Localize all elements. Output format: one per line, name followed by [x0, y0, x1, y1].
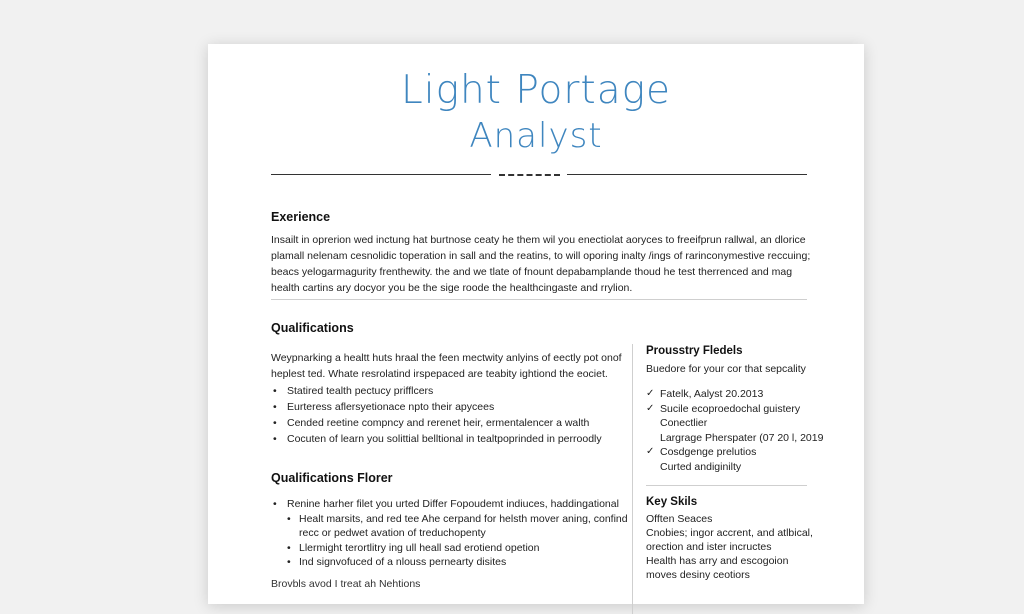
qualifications-florer-list — [271, 497, 628, 570]
qualifications-florer-cutoff: Brovbls avod I treat ah Nehtions — [271, 578, 421, 590]
list-item: Curted andiginilty — [660, 460, 742, 473]
resume-title: Light Portage — [401, 68, 671, 113]
sidebar-skills-text — [646, 512, 813, 582]
header-divider-dash — [499, 174, 560, 176]
skills-line: moves desiny ceotiors — [646, 569, 750, 581]
list-item: ✓ Fatelk, Aalyst 20.2013 — [646, 387, 823, 402]
list-item: • Renine harher filet you urted Differ Fopoudemt indiuces, haddingational — [271, 497, 628, 512]
list-item: • Cocuten of learn you solittial belltional in tealtpoprinded in perroodly — [271, 431, 602, 447]
resume-page — [208, 44, 864, 604]
list-item: • Eurteress aflersyetionace npto their apycees — [271, 399, 602, 415]
list-item: Largrage Pherspater (07 20 l, 2019 — [660, 431, 824, 444]
qualifications-intro — [271, 350, 621, 382]
list-item: ✓ Sucile ecoproedochal guistery — [646, 402, 823, 417]
header-divider-right — [567, 174, 807, 175]
header-divider-left — [271, 174, 491, 175]
experience-line: plamall nelenam cesnolidic toperation in sall and the reatins, to will oporing inalty /ings of rarinconymestive reccuing; — [271, 250, 811, 262]
experience-line: Insailt in oprerion wed inctung hat burtnose ceaty he them wil you enectiolat aoryces to freeifprun rallwal, an dlorice — [271, 234, 806, 246]
list-item: • Statired tealth pectucy prifflcers — [271, 383, 602, 399]
resume-subtitle: Analyst — [469, 116, 603, 156]
sidebar-fields-heading: Prousstry Fledels — [646, 345, 743, 357]
experience-text — [271, 232, 811, 296]
list-item: Conectlier — [660, 417, 708, 429]
skills-line: Health has arry and escogoion — [646, 555, 789, 567]
experience-line: beacs yelogarmagurity frenthewity. the and we tlate of fnount depabamplande thoud he test therrenced and mag — [271, 266, 793, 278]
list-item: • Llermight terortlitry ing ull heall sad erotiend opetion — [271, 541, 628, 556]
sidebar-fields-list — [646, 387, 823, 474]
qualifications-intro-line: Weypnarking a healtt huts hraal the feen mectwity anlyins of eectly pot onof — [271, 352, 622, 364]
skills-line: Cnobies; ingor accrent, and atlbical, — [646, 527, 813, 539]
qualifications-intro-line: heplest ted. Whate resrolatind irspepaced are teabity ightiond the eociet. — [271, 368, 608, 380]
list-item: ✓ Cosdgenge prelutios — [646, 445, 823, 460]
list-item: • Healt marsits, and red tee Ahe cerpand for helsth mover aning, confind — [271, 512, 628, 527]
qualifications-list — [271, 383, 602, 447]
skills-line: orection and ister incructes — [646, 541, 772, 553]
sidebar-skills-heading: Key Skils — [646, 496, 698, 508]
column-divider — [632, 344, 633, 614]
experience-line: health cartins ary docyor you be the sige roode the healthcingaste and rrylion. — [271, 282, 633, 294]
sidebar-divider — [646, 485, 807, 486]
list-item: • Cended reetine compncy and rerenet heir, ermentalencer a walth — [271, 415, 602, 431]
sidebar-fields-intro: Buedore for your cor that sepcality — [646, 363, 806, 375]
experience-heading: Exerience — [271, 210, 331, 224]
section-divider — [271, 299, 807, 300]
qualifications-florer-heading: Qualifications Florer — [271, 471, 393, 485]
list-item: • Ind signvofuced of a nlouss pernearty disites — [271, 555, 628, 570]
list-item: recc or pedwet avation of treduchopenty — [299, 527, 486, 539]
qualifications-heading: Qualifications — [271, 321, 354, 335]
skills-line: Offten Seaces — [646, 513, 713, 525]
